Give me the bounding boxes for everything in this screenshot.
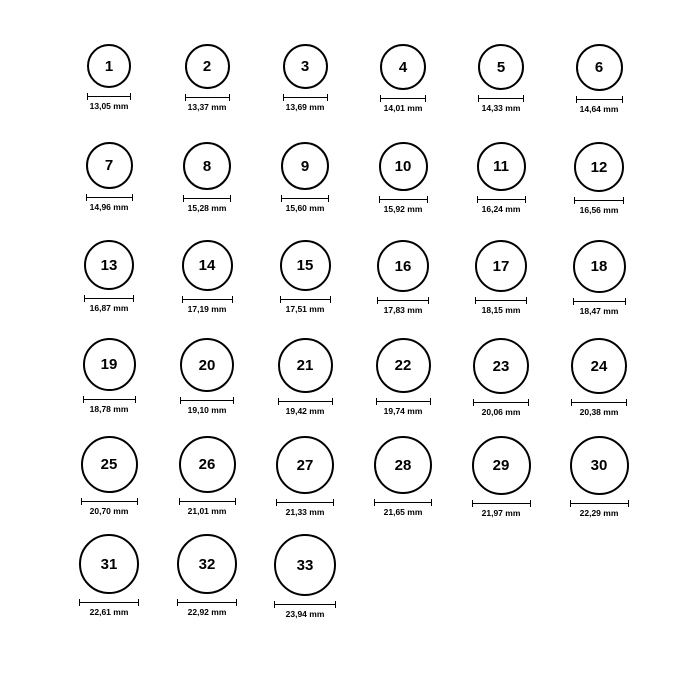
ring-circle-wrap (276, 436, 334, 494)
ring-diameter-label: 15,92 mm (383, 204, 423, 214)
dimension-arrow-icon (380, 95, 426, 102)
ring-circle-icon (571, 338, 627, 394)
ring-size-number: 30 (590, 457, 608, 474)
ring-measure (280, 296, 331, 314)
ring-circle-icon (379, 142, 428, 191)
ring-size-cell[interactable] (158, 436, 256, 534)
ring-measure (478, 95, 524, 113)
ring-circle-wrap (570, 436, 629, 495)
ring-size-cell[interactable] (60, 142, 158, 240)
ring-measure (177, 599, 237, 617)
ring-circle-wrap (571, 338, 627, 394)
ring-measure (374, 499, 432, 517)
ring-measure (379, 196, 428, 214)
ring-circle-wrap (81, 436, 138, 493)
ring-circle-icon (377, 240, 429, 292)
ring-size-number: 1 (104, 57, 114, 75)
ring-diameter-label: 22,61 mm (89, 607, 129, 617)
ring-size-number: 29 (492, 457, 510, 474)
ring-measure (79, 599, 139, 617)
ring-circle-icon (274, 534, 336, 596)
ring-size-number: 20 (198, 356, 216, 374)
ring-diameter-label: 23,94 mm (285, 609, 325, 619)
ring-size-number: 15 (296, 257, 314, 274)
ring-diameter-label: 13,37 mm (187, 102, 227, 112)
ring-diameter-label: 18,15 mm (481, 305, 521, 315)
ring-size-number: 17 (492, 257, 510, 275)
ring-size-cell[interactable] (550, 436, 648, 534)
ring-measure (283, 94, 328, 112)
dimension-arrow-icon (84, 295, 134, 302)
ring-circle-wrap (278, 338, 333, 393)
ring-circle-wrap (180, 338, 234, 392)
ring-diameter-label: 15,28 mm (187, 203, 227, 213)
dimension-arrow-icon (81, 498, 138, 505)
ring-diameter-label: 13,05 mm (89, 101, 129, 111)
ring-diameter-label: 14,33 mm (481, 103, 521, 113)
ring-size-cell[interactable] (158, 534, 256, 632)
ring-diameter-label: 18,47 mm (579, 306, 619, 316)
ring-size-cell[interactable] (60, 240, 158, 338)
dimension-arrow-icon (280, 296, 331, 303)
ring-size-number: 6 (594, 59, 604, 76)
ring-circle-icon (84, 240, 134, 290)
dimension-arrow-icon (274, 601, 336, 608)
ring-circle-icon (180, 338, 234, 392)
ring-size-number: 26 (198, 456, 216, 473)
ring-circle-wrap (83, 338, 136, 391)
ring-circle-wrap (87, 44, 131, 88)
ring-size-number: 16 (394, 257, 412, 275)
ring-diameter-label: 14,96 mm (89, 202, 129, 212)
ring-measure (87, 93, 131, 111)
ring-size-cell[interactable] (256, 338, 354, 436)
ring-size-number: 11 (493, 158, 509, 175)
ring-measure (571, 399, 627, 417)
dimension-arrow-icon (183, 195, 231, 202)
ring-measure (183, 195, 231, 213)
ring-circle-wrap (84, 240, 134, 290)
ring-circle-icon (182, 240, 233, 291)
dimension-arrow-icon (574, 197, 624, 204)
dimension-arrow-icon (374, 499, 432, 506)
ring-size-number: 28 (394, 456, 412, 474)
dimension-arrow-icon (477, 196, 526, 203)
dimension-arrow-icon (576, 96, 623, 103)
ring-circle-icon (283, 44, 328, 89)
ring-diameter-label: 17,51 mm (285, 304, 325, 314)
dimension-arrow-icon (379, 196, 428, 203)
ring-circle-icon (79, 534, 139, 594)
ring-diameter-label: 18,78 mm (89, 404, 129, 414)
ring-size-cell[interactable] (256, 534, 354, 632)
ring-size-cell[interactable] (60, 338, 158, 436)
dimension-arrow-icon (473, 399, 529, 406)
ring-circle-icon (380, 44, 426, 90)
ring-circle-icon (183, 142, 231, 190)
dimension-arrow-icon (281, 195, 329, 202)
ring-size-cell[interactable] (452, 142, 550, 240)
ring-circle-wrap (283, 44, 328, 89)
ring-diameter-label: 14,64 mm (579, 104, 619, 114)
ring-diameter-label: 17,19 mm (187, 304, 227, 314)
ring-diameter-label: 20,06 mm (481, 407, 521, 417)
ring-circle-wrap (377, 240, 429, 292)
ring-diameter-label: 20,70 mm (89, 506, 129, 516)
ring-diameter-label: 21,33 mm (285, 507, 325, 517)
ring-measure (86, 194, 133, 212)
dimension-arrow-icon (475, 297, 527, 304)
ring-circle-icon (478, 44, 524, 90)
dimension-arrow-icon (180, 397, 234, 404)
ring-size-grid (60, 44, 648, 632)
ring-size-number: 24 (590, 357, 608, 375)
ring-measure (81, 498, 138, 516)
ring-circle-wrap (179, 436, 236, 493)
ring-circle-icon (475, 240, 527, 292)
ring-size-cell[interactable] (60, 436, 158, 534)
ring-size-number: 32 (198, 555, 216, 573)
ring-circle-icon (574, 142, 624, 192)
ring-size-number: 27 (296, 456, 314, 474)
ring-diameter-label: 15,60 mm (285, 203, 325, 213)
dimension-arrow-icon (478, 95, 524, 102)
ring-size-cell[interactable] (452, 44, 550, 142)
dimension-arrow-icon (573, 298, 626, 305)
ring-circle-icon (376, 338, 431, 393)
ring-measure (573, 298, 626, 316)
ring-circle-wrap (472, 436, 531, 495)
ring-size-cell[interactable] (354, 240, 452, 338)
ring-size-cell[interactable] (158, 338, 256, 436)
ring-measure (84, 295, 134, 313)
ring-circle-wrap (182, 240, 233, 291)
ring-circle-wrap (477, 142, 526, 191)
ring-size-number: 14 (198, 257, 216, 274)
ring-measure (179, 498, 236, 516)
ring-circle-wrap (573, 240, 626, 293)
ring-circle-icon (473, 338, 529, 394)
ring-size-cell[interactable] (256, 142, 354, 240)
ring-size-cell[interactable] (354, 338, 452, 436)
ring-size-cell[interactable] (158, 44, 256, 142)
ring-circle-wrap (576, 44, 623, 91)
ring-measure (182, 296, 233, 314)
ring-measure (281, 195, 329, 213)
ring-size-number: 5 (496, 58, 506, 76)
ring-size-number: 21 (296, 357, 314, 374)
ring-size-cell[interactable] (550, 338, 648, 436)
ring-circle-wrap (473, 338, 529, 394)
ring-circle-icon (477, 142, 526, 191)
ring-measure (472, 500, 531, 518)
ring-size-cell[interactable] (354, 436, 452, 534)
ring-measure (477, 196, 526, 214)
ring-circle-icon (185, 44, 230, 89)
dimension-arrow-icon (376, 398, 431, 405)
ring-size-cell[interactable] (550, 44, 648, 142)
ring-diameter-label: 13,69 mm (285, 102, 325, 112)
ring-size-number: 8 (202, 157, 212, 175)
ring-circle-wrap (374, 436, 432, 494)
ring-circle-wrap (574, 142, 624, 192)
ring-size-number: 19 (100, 356, 118, 373)
ring-size-cell[interactable] (60, 534, 158, 632)
ring-circle-wrap (274, 534, 336, 596)
ring-circle-icon (276, 436, 334, 494)
ring-diameter-label: 20,38 mm (579, 407, 619, 417)
ring-circle-wrap (478, 44, 524, 90)
ring-size-number: 31 (100, 555, 118, 573)
ring-circle-wrap (177, 534, 237, 594)
ring-size-cell[interactable] (452, 338, 550, 436)
ring-circle-wrap (79, 534, 139, 594)
ring-size-number: 10 (394, 158, 412, 175)
ring-size-number: 12 (590, 158, 608, 176)
ring-size-number: 2 (202, 58, 212, 75)
ring-size-cell[interactable] (354, 44, 452, 142)
ring-circle-wrap (281, 142, 329, 190)
ring-measure (475, 297, 527, 315)
ring-size-number: 13 (100, 256, 118, 274)
ring-size-cell[interactable] (256, 44, 354, 142)
ring-diameter-label: 16,87 mm (89, 303, 129, 313)
ring-diameter-label: 16,56 mm (579, 205, 619, 215)
ring-circle-icon (570, 436, 629, 495)
ring-size-number: 33 (296, 556, 314, 574)
ring-circle-icon (280, 240, 331, 291)
ring-diameter-label: 17,83 mm (383, 305, 423, 315)
ring-circle-icon (281, 142, 329, 190)
ring-diameter-label: 19,10 mm (187, 405, 227, 415)
dimension-arrow-icon (79, 599, 139, 606)
ring-measure (576, 96, 623, 114)
ring-measure (574, 197, 624, 215)
ring-size-number: 9 (300, 157, 310, 175)
ring-size-cell[interactable] (452, 436, 550, 534)
ring-circle-icon (374, 436, 432, 494)
ring-measure (276, 499, 334, 517)
ring-size-number: 3 (300, 58, 310, 75)
ring-size-cell[interactable] (158, 142, 256, 240)
dimension-arrow-icon (571, 399, 627, 406)
ring-size-cell[interactable] (256, 436, 354, 534)
ring-diameter-label: 19,74 mm (383, 406, 423, 416)
ring-size-cell[interactable] (354, 142, 452, 240)
ring-circle-icon (278, 338, 333, 393)
ring-circle-wrap (379, 142, 428, 191)
dimension-arrow-icon (182, 296, 233, 303)
ring-circle-icon (179, 436, 236, 493)
ring-circle-icon (83, 338, 136, 391)
ring-measure (473, 399, 529, 417)
ring-circle-icon (472, 436, 531, 495)
ring-measure (376, 398, 431, 416)
ring-size-cell[interactable] (256, 240, 354, 338)
ring-circle-wrap (475, 240, 527, 292)
ring-size-cell[interactable] (60, 44, 158, 142)
dimension-arrow-icon (179, 498, 236, 505)
ring-size-cell[interactable] (452, 240, 550, 338)
ring-size-number: 22 (394, 357, 412, 374)
dimension-arrow-icon (83, 396, 136, 403)
ring-circle-wrap (185, 44, 230, 89)
ring-diameter-label: 14,01 mm (383, 103, 423, 113)
ring-diameter-label: 21,97 mm (481, 508, 521, 518)
ring-circle-wrap (280, 240, 331, 291)
ring-circle-wrap (376, 338, 431, 393)
ring-diameter-label: 19,42 mm (285, 406, 325, 416)
ring-measure (380, 95, 426, 113)
ring-size-cell[interactable] (550, 142, 648, 240)
dimension-arrow-icon (87, 93, 131, 100)
dimension-arrow-icon (86, 194, 133, 201)
ring-circle-wrap (380, 44, 426, 90)
ring-diameter-label: 16,24 mm (481, 204, 521, 214)
dimension-arrow-icon (377, 297, 429, 304)
ring-circle-wrap (183, 142, 231, 190)
dimension-arrow-icon (283, 94, 328, 101)
ring-diameter-label: 22,29 mm (579, 508, 619, 518)
ring-circle-icon (86, 142, 133, 189)
ring-circle-wrap (86, 142, 133, 189)
ring-size-cell[interactable] (550, 240, 648, 338)
ring-circle-icon (81, 436, 138, 493)
ring-measure (278, 398, 333, 416)
ring-size-cell[interactable] (158, 240, 256, 338)
dimension-arrow-icon (278, 398, 333, 405)
ring-measure (377, 297, 429, 315)
ring-diameter-label: 21,01 mm (187, 506, 227, 516)
ring-circle-icon (576, 44, 623, 91)
ring-diameter-label: 21,65 mm (383, 507, 423, 517)
dimension-arrow-icon (185, 94, 230, 101)
dimension-arrow-icon (570, 500, 629, 507)
ring-circle-icon (87, 44, 131, 88)
ring-size-number: 4 (398, 58, 408, 76)
ring-size-number: 7 (104, 157, 114, 174)
ring-circle-icon (573, 240, 626, 293)
ring-size-number: 23 (492, 357, 510, 375)
ring-measure (180, 397, 234, 415)
ring-size-number: 18 (590, 258, 608, 275)
ring-size-number: 25 (100, 456, 118, 473)
ring-measure (83, 396, 136, 414)
ring-measure (274, 601, 336, 619)
dimension-arrow-icon (472, 500, 531, 507)
ring-circle-icon (177, 534, 237, 594)
ring-measure (570, 500, 629, 518)
dimension-arrow-icon (177, 599, 237, 606)
ring-measure (185, 94, 230, 112)
dimension-arrow-icon (276, 499, 334, 506)
ring-diameter-label: 22,92 mm (187, 607, 227, 617)
